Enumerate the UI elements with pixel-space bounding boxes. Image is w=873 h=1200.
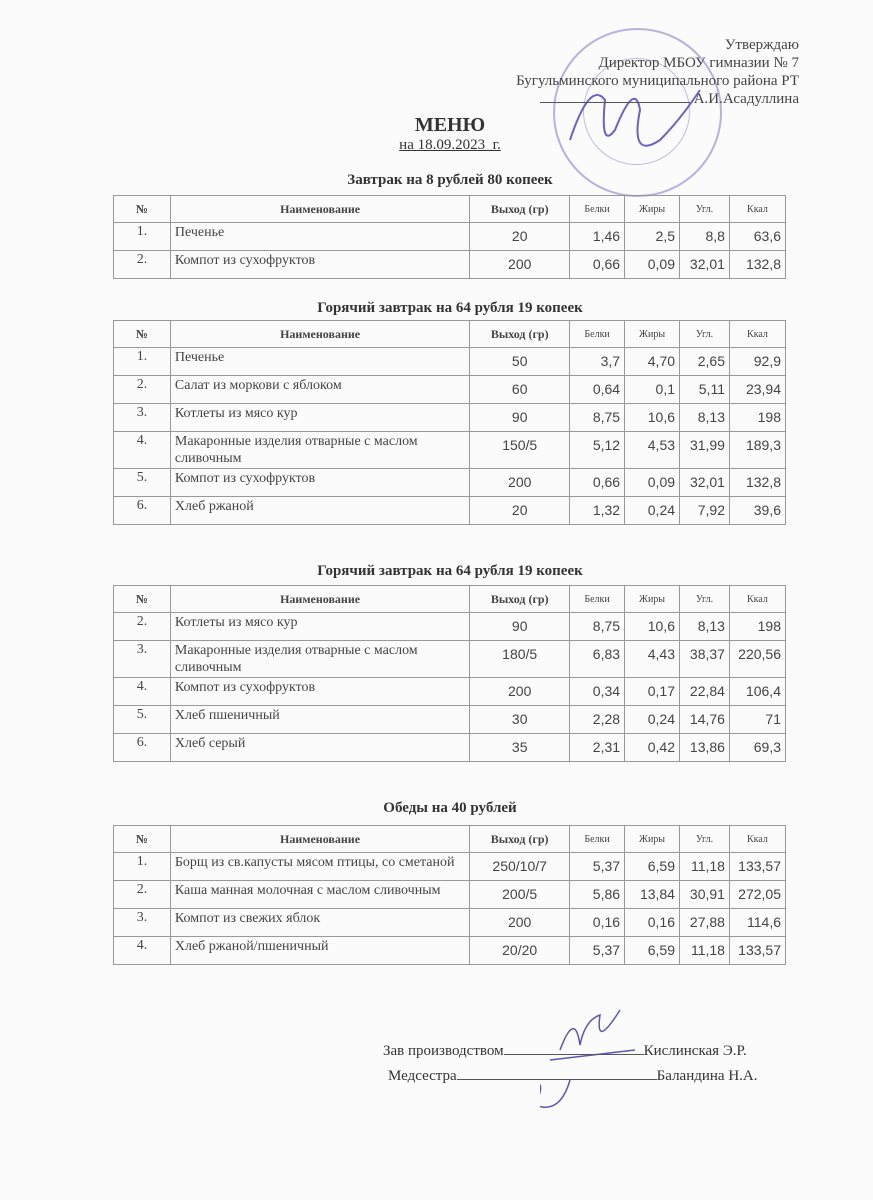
kcal: 106,4 (729, 678, 785, 706)
section-heading: Завтрак на 8 рублей 80 копеек (347, 172, 553, 188)
approval-line-3: Бугульминского муниципального района РТ (516, 73, 799, 89)
kcal: 133,57 (729, 853, 785, 881)
menu-table (113, 320, 786, 525)
table-header (114, 586, 786, 613)
yield: 30 (470, 706, 570, 734)
yield: 20 (470, 223, 570, 251)
carbs: 11,18 (679, 853, 729, 881)
table-row (114, 641, 786, 678)
table-row (114, 853, 786, 881)
dish-name: Хлеб серый (170, 734, 469, 762)
section-heading: Обеды на 40 рублей (383, 800, 517, 816)
fats: 0,24 (625, 497, 680, 525)
kcal: 198 (729, 404, 785, 432)
proteins: 0,64 (570, 376, 625, 404)
fats: 0,42 (625, 734, 680, 762)
yield: 60 (470, 376, 570, 404)
proteins: 6,83 (570, 641, 625, 678)
column-header: Жиры (625, 826, 680, 853)
signature-line (504, 1054, 644, 1055)
column-header: Угл. (679, 826, 729, 853)
table-row (114, 469, 786, 497)
yield: 150/5 (470, 432, 570, 469)
dish-name: Каша манная молочная с маслом сливочным (170, 881, 469, 909)
dish-name: Хлеб пшеничный (170, 706, 469, 734)
signature-line (540, 102, 690, 103)
dish-name: Макаронные изделия отварные с маслом сливочным (170, 641, 469, 678)
signature-name: Баландина Н.А. (656, 1068, 758, 1084)
carbs: 13,86 (679, 734, 729, 762)
row-number: 4. (114, 937, 171, 965)
yield: 50 (470, 348, 570, 376)
carbs: 14,76 (679, 706, 729, 734)
fats: 0,1 (625, 376, 680, 404)
carbs: 8,13 (680, 404, 730, 432)
director-name: А.И.Асадуллина (693, 91, 799, 107)
column-header: № (114, 586, 171, 613)
kcal: 189,3 (729, 432, 785, 469)
yield: 90 (470, 404, 570, 432)
dish-name: Котлеты из мясо кур (170, 404, 469, 432)
fats: 10,6 (625, 404, 680, 432)
row-number: 4. (114, 432, 171, 469)
section-heading: Горячий завтрак на 64 рубля 19 копеек (317, 300, 583, 316)
fats: 6,59 (625, 853, 680, 881)
proteins: 2,28 (570, 706, 625, 734)
signature-chef (383, 1043, 747, 1060)
table-row (114, 497, 786, 525)
column-header: Выход (гр) (470, 826, 570, 853)
yield: 200 (470, 469, 570, 497)
fats: 4,53 (625, 432, 680, 469)
column-header: Белки (570, 586, 625, 613)
dish-name: Печенье (170, 348, 469, 376)
row-number: 4. (114, 678, 171, 706)
yield: 20 (470, 497, 570, 525)
carbs: 30,91 (679, 881, 729, 909)
page-title: МЕНЮ (414, 114, 486, 136)
yield: 200 (470, 678, 570, 706)
menu-date (0, 137, 873, 154)
table-row (114, 881, 786, 909)
kcal: 23,94 (729, 376, 785, 404)
row-number: 2. (114, 881, 171, 909)
kcal: 133,57 (729, 937, 785, 965)
table-header (114, 196, 786, 223)
approval-line-1: Утверждаю (724, 37, 799, 53)
column-header: Выход (гр) (470, 321, 570, 348)
dish-name: Компот из свежих яблок (170, 909, 469, 937)
row-number: 3. (114, 404, 171, 432)
kcal: 132,8 (729, 469, 785, 497)
fats: 10,6 (625, 613, 680, 641)
row-number: 1. (114, 348, 171, 376)
kcal: 114,6 (729, 909, 785, 937)
proteins: 1,32 (570, 497, 625, 525)
dish-name: Котлеты из мясо кур (170, 613, 469, 641)
proteins: 5,12 (570, 432, 625, 469)
carbs: 11,18 (679, 937, 729, 965)
row-number: 6. (114, 734, 171, 762)
signature-role: Медсестра (388, 1068, 457, 1084)
table-row (114, 404, 786, 432)
column-header: Жиры (625, 321, 680, 348)
table-row (114, 223, 786, 251)
column-header: Выход (гр) (470, 586, 570, 613)
carbs: 2,65 (680, 348, 730, 376)
proteins: 5,37 (570, 937, 625, 965)
column-header: Наименование (170, 826, 469, 853)
yield: 35 (470, 734, 570, 762)
column-header: Ккал (729, 196, 785, 223)
row-number: 3. (114, 641, 171, 678)
proteins: 8,75 (570, 404, 625, 432)
signature-role: Зав производством (383, 1043, 504, 1059)
fats: 0,09 (625, 469, 680, 497)
carbs: 31,99 (680, 432, 730, 469)
table-row (114, 909, 786, 937)
kcal: 39,6 (729, 497, 785, 525)
dish-name: Салат из моркови с яблоком (170, 376, 469, 404)
proteins: 1,46 (570, 223, 625, 251)
carbs: 7,92 (680, 497, 730, 525)
kcal: 132,8 (729, 251, 785, 279)
column-header: Угл. (679, 586, 729, 613)
signature-name: Кислинская Э.Р. (643, 1043, 747, 1059)
column-header: Белки (570, 196, 625, 223)
row-number: 2. (114, 376, 171, 404)
table-row (114, 251, 786, 279)
table-row (114, 937, 786, 965)
fats: 13,84 (625, 881, 680, 909)
yield: 20/20 (470, 937, 570, 965)
dish-name: Макаронные изделия отварные с маслом сливочным (170, 432, 469, 469)
row-number: 5. (114, 469, 171, 497)
kcal: 63,6 (729, 223, 785, 251)
row-number: 5. (114, 706, 171, 734)
dish-name: Компот из сухофруктов (170, 251, 469, 279)
row-number: 2. (114, 251, 171, 279)
dish-name: Компот из сухофруктов (170, 469, 469, 497)
kcal: 198 (729, 613, 785, 641)
dish-name: Печенье (170, 223, 469, 251)
yield: 200/5 (470, 881, 570, 909)
kcal: 71 (729, 706, 785, 734)
column-header: Белки (570, 321, 625, 348)
carbs: 5,11 (680, 376, 730, 404)
table-row (114, 706, 786, 734)
fats: 2,5 (625, 223, 680, 251)
column-header: Выход (гр) (470, 196, 570, 223)
menu-table (113, 195, 786, 279)
proteins: 5,86 (570, 881, 625, 909)
column-header: Наименование (170, 196, 469, 223)
row-number: 1. (114, 223, 171, 251)
yield: 90 (470, 613, 570, 641)
proteins: 0,16 (570, 909, 625, 937)
carbs: 32,01 (680, 251, 730, 279)
carbs: 8,8 (680, 223, 730, 251)
proteins: 3,7 (570, 348, 625, 376)
staff-signatures (540, 1000, 640, 1120)
yield: 200 (470, 251, 570, 279)
proteins: 0,66 (570, 251, 625, 279)
row-number: 6. (114, 497, 171, 525)
column-header: Жиры (625, 196, 680, 223)
row-number: 2. (114, 613, 171, 641)
table-row (114, 432, 786, 469)
fats: 0,17 (625, 678, 680, 706)
carbs: 22,84 (679, 678, 729, 706)
proteins: 0,34 (570, 678, 625, 706)
column-header: № (114, 196, 171, 223)
table-row (114, 348, 786, 376)
fats: 0,16 (625, 909, 680, 937)
fats: 6,59 (625, 937, 680, 965)
yield: 200 (470, 909, 570, 937)
column-header: Ккал (729, 586, 785, 613)
proteins: 8,75 (570, 613, 625, 641)
menu-date-text: на 18.09.2023_г. (399, 137, 501, 153)
approval-block (516, 36, 799, 108)
carbs: 32,01 (680, 469, 730, 497)
carbs: 38,37 (679, 641, 729, 678)
row-number: 3. (114, 909, 171, 937)
dish-name: Хлеб ржаной (170, 497, 469, 525)
column-header: Белки (570, 826, 625, 853)
column-header: Угл. (680, 196, 730, 223)
column-header: № (114, 826, 171, 853)
table-row (114, 613, 786, 641)
dish-name: Борщ из св.капусты мясом птицы, со сметаной (170, 853, 469, 881)
proteins: 5,37 (570, 853, 625, 881)
column-header: Наименование (170, 586, 469, 613)
table-row (114, 734, 786, 762)
proteins: 2,31 (570, 734, 625, 762)
signature-nurse (388, 1068, 758, 1085)
yield: 180/5 (470, 641, 570, 678)
menu-table (113, 825, 786, 965)
column-header: Наименование (170, 321, 469, 348)
kcal: 69,3 (729, 734, 785, 762)
column-header: Угл. (680, 321, 730, 348)
approval-line-2: Директор МБОУ гимназии № 7 (598, 55, 799, 71)
fats: 4,70 (625, 348, 680, 376)
table-header (114, 826, 786, 853)
fats: 0,09 (625, 251, 680, 279)
kcal: 272,05 (729, 881, 785, 909)
column-header: Ккал (729, 321, 785, 348)
yield: 250/10/7 (470, 853, 570, 881)
carbs: 27,88 (679, 909, 729, 937)
fats: 0,24 (625, 706, 680, 734)
row-number: 1. (114, 853, 171, 881)
dish-name: Компот из сухофруктов (170, 678, 469, 706)
menu-table (113, 585, 786, 762)
dish-name: Хлеб ржаной/пшеничный (170, 937, 469, 965)
section-heading: Горячий завтрак на 64 рубля 19 копеек (317, 563, 583, 579)
table-row (114, 678, 786, 706)
carbs: 8,13 (679, 613, 729, 641)
table-row (114, 376, 786, 404)
table-header (114, 321, 786, 348)
column-header: Ккал (729, 826, 785, 853)
fats: 4,43 (625, 641, 680, 678)
kcal: 220,56 (729, 641, 785, 678)
signature-line (457, 1079, 657, 1080)
column-header: № (114, 321, 171, 348)
kcal: 92,9 (729, 348, 785, 376)
proteins: 0,66 (570, 469, 625, 497)
column-header: Жиры (625, 586, 680, 613)
